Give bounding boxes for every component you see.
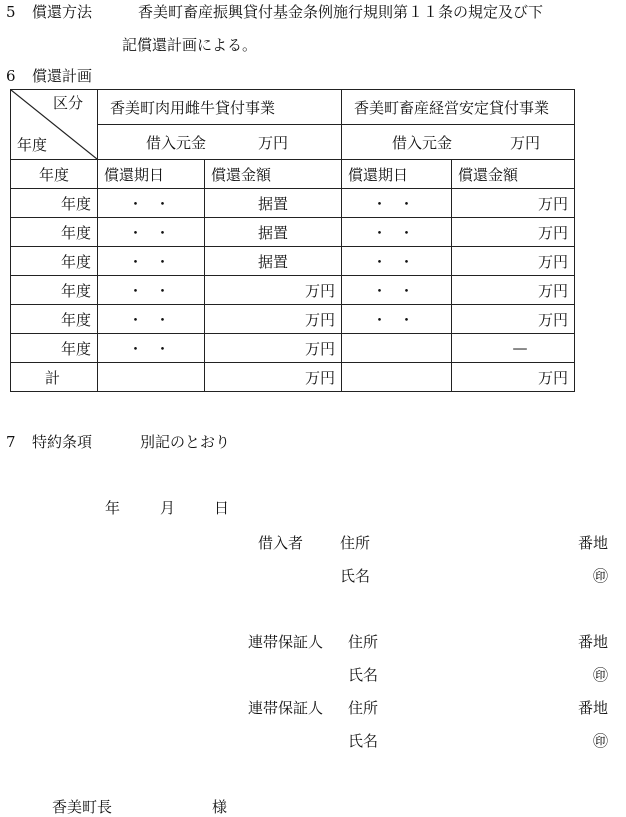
borrower-name-label: 氏名 (340, 567, 371, 585)
corner-year-label: 年度 (17, 136, 48, 154)
project-a-principal-unit: 万円 (258, 133, 289, 152)
borrower-role: 借入者 (258, 534, 304, 552)
row-date-a: ・・ (98, 334, 205, 363)
date-month-label: 月 (160, 499, 176, 517)
table-row (11, 305, 575, 334)
borrower-seal-icon: ㊞ (592, 567, 608, 585)
row-amount-b: 万円 (452, 218, 575, 247)
subheader-amount-b: 償還金額 (452, 160, 575, 189)
guarantor1-name-label: 氏名 (348, 666, 379, 684)
row-year: 年度 (11, 247, 98, 276)
guarantor2-role: 連帯保証人 (248, 699, 324, 717)
guarantor2-seal-icon: ㊞ (592, 732, 608, 750)
total-amount-b: 万円 (452, 363, 575, 392)
table-row (11, 334, 575, 363)
subheader-year: 年度 (11, 160, 98, 189)
project-b-name: 香美町畜産経営安定貸付事業 (342, 90, 575, 125)
row-date-b: ・・ (342, 189, 452, 218)
row-amount-a: 据置 (205, 218, 342, 247)
section6-number: 6 (6, 67, 16, 85)
row-year: 年度 (11, 276, 98, 305)
section7-number: 7 (6, 433, 16, 451)
corner-category-label: 区分 (52, 94, 83, 112)
guarantor1-role: 連帯保証人 (248, 633, 324, 651)
section5-number: 5 (6, 3, 16, 21)
project-a-principal (98, 125, 342, 160)
date-day-label: 日 (214, 499, 230, 517)
row-amount-b: 万円 (452, 247, 575, 276)
guarantor2-name-label: 氏名 (348, 732, 379, 750)
project-a-principal-label: 借入元金 (146, 133, 207, 152)
row-year: 年度 (11, 218, 98, 247)
row-date-a: ・・ (98, 218, 205, 247)
row-year: 年度 (11, 189, 98, 218)
table-total-row (11, 363, 575, 392)
guarantor2-address-label: 住所 (348, 699, 379, 717)
table-row (11, 218, 575, 247)
date-year-label: 年 (105, 499, 121, 517)
row-amount-a: 万円 (205, 305, 342, 334)
project-a-name: 香美町肉用雌牛貸付事業 (98, 90, 342, 125)
row-date-a: ・・ (98, 305, 205, 334)
guarantor1-address-suffix: 番地 (577, 633, 608, 651)
section7-text: 別記のとおり (140, 433, 231, 451)
guarantor2-address-suffix: 番地 (577, 699, 608, 717)
row-amount-a: 万円 (205, 276, 342, 305)
addressee-honorific: 様 (212, 798, 228, 816)
row-date-a: ・・ (98, 189, 205, 218)
row-date-b (342, 334, 452, 363)
row-date-b: ・・ (342, 218, 452, 247)
row-amount-b: 万円 (452, 305, 575, 334)
table-row (11, 189, 575, 218)
section7-label: 特約条項 (32, 433, 93, 451)
total-date-a (98, 363, 205, 392)
total-amount-a: 万円 (205, 363, 342, 392)
subheader-amount-a: 償還金額 (205, 160, 342, 189)
row-amount-a: 据置 (205, 247, 342, 276)
row-year: 年度 (11, 305, 98, 334)
subheader-due-date-b: 償還期日 (342, 160, 452, 189)
total-date-b (342, 363, 452, 392)
row-amount-b: 万円 (452, 276, 575, 305)
table-row (11, 247, 575, 276)
table-corner-cell (11, 90, 98, 160)
project-b-principal-unit: 万円 (510, 133, 541, 152)
total-label: 計 (11, 363, 98, 392)
row-amount-b: — (452, 334, 575, 363)
addressee-title: 香美町長 (52, 798, 113, 816)
guarantor1-address-label: 住所 (348, 633, 379, 651)
section5-text-line2: 記償還計画による。 (122, 36, 258, 54)
row-date-b: ・・ (342, 305, 452, 334)
row-date-a: ・・ (98, 247, 205, 276)
borrower-address-suffix: 番地 (577, 534, 608, 552)
section5-text-line1: 香美町畜産振興貸付基金条例施行規則第１１条の規定及び下 (138, 3, 544, 21)
row-amount-a: 据置 (205, 189, 342, 218)
repayment-plan-table (10, 89, 575, 392)
table-row (11, 276, 575, 305)
project-b-principal-label: 借入元金 (392, 133, 453, 152)
row-date-b: ・・ (342, 276, 452, 305)
subheader-due-date-a: 償還期日 (98, 160, 205, 189)
row-year: 年度 (11, 334, 98, 363)
section6-label: 償還計画 (32, 67, 93, 85)
row-date-b: ・・ (342, 247, 452, 276)
row-amount-a: 万円 (205, 334, 342, 363)
project-b-principal (342, 125, 575, 160)
row-amount-b: 万円 (452, 189, 575, 218)
borrower-address-label: 住所 (340, 534, 371, 552)
section5-label: 償還方法 (32, 3, 93, 21)
row-date-a: ・・ (98, 276, 205, 305)
guarantor1-seal-icon: ㊞ (592, 666, 608, 684)
